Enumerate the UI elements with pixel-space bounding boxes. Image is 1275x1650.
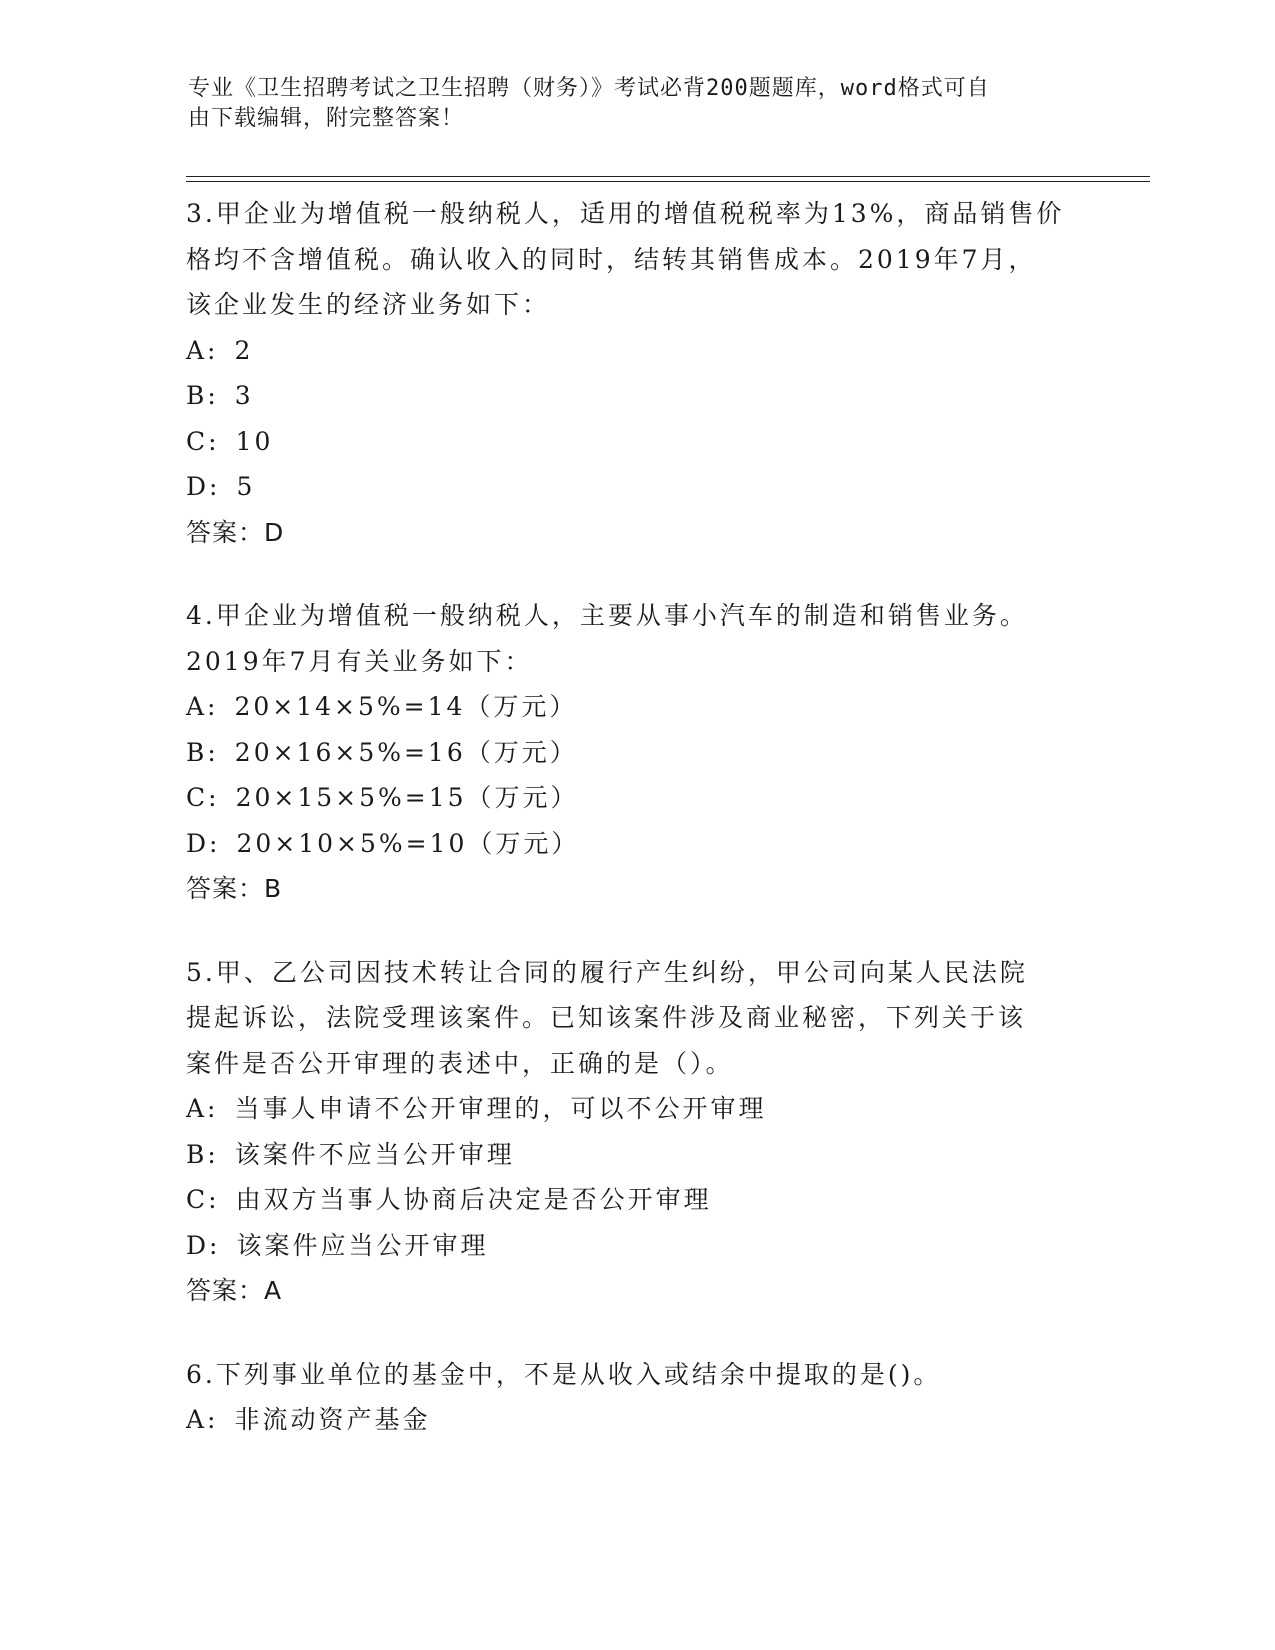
option-text: 20×10×5%=10（万元） bbox=[236, 828, 580, 858]
question-stem-line: 案件是否公开审理的表述中，正确的是（）。 bbox=[186, 1048, 734, 1078]
answer-label: 答案：B bbox=[186, 874, 283, 903]
option-key: D: bbox=[186, 472, 221, 501]
answer-label: 答案：A bbox=[186, 1276, 283, 1305]
option-text: 当事人申请不公开审理的，可以不公开审理 bbox=[234, 1094, 767, 1123]
option-c bbox=[186, 1177, 1086, 1223]
question-stem-line: 4.甲企业为增值税一般纳税人，主要从事小汽车的制造和销售业务。 bbox=[186, 601, 1028, 630]
question-stem-line: 3.甲企业为增值税一般纳税人，适用的增值税税率为13%，商品销售价 bbox=[186, 199, 1065, 228]
option-b bbox=[186, 730, 1086, 776]
option-d bbox=[186, 821, 1086, 867]
header-divider-top bbox=[186, 176, 1150, 177]
option-key: A: bbox=[186, 335, 219, 365]
option-key: B: bbox=[186, 381, 219, 410]
option-key: D: bbox=[186, 828, 221, 858]
option-text: 该案件不应当公开审理 bbox=[234, 1139, 515, 1169]
option-key: A: bbox=[186, 1094, 219, 1123]
document-header bbox=[188, 74, 1088, 134]
option-b bbox=[186, 373, 1086, 419]
option-c bbox=[186, 419, 1086, 465]
option-a bbox=[186, 684, 1086, 730]
option-key: A: bbox=[186, 692, 219, 721]
option-text: 5 bbox=[236, 472, 256, 501]
option-text: 10 bbox=[235, 426, 274, 456]
option-text: 20×16×5%=16（万元） bbox=[234, 737, 578, 767]
option-key: B: bbox=[186, 737, 219, 767]
question-stem-line: 提起诉讼，法院受理该案件。已知该案件涉及商业秘密，下列关于该 bbox=[186, 1003, 1027, 1032]
option-c bbox=[186, 775, 1086, 821]
option-key: C: bbox=[186, 426, 220, 456]
question-stem-line: 2019年7月有关业务如下： bbox=[186, 646, 533, 676]
question-stem-line: 格均不含增值税。确认收入的同时，结转其销售成本。2019年7月， bbox=[186, 244, 1037, 274]
option-text: 非流动资产基金 bbox=[234, 1405, 431, 1434]
question-3 bbox=[186, 191, 1086, 555]
option-text: 由双方当事人协商后决定是否公开审理 bbox=[235, 1185, 712, 1214]
answer-label: 答案：D bbox=[186, 517, 285, 547]
option-d bbox=[186, 464, 1086, 510]
option-key: A: bbox=[186, 1405, 219, 1434]
option-text: 2 bbox=[234, 335, 254, 365]
option-d bbox=[186, 1223, 1086, 1269]
option-text: 该案件应当公开审理 bbox=[236, 1230, 489, 1260]
question-5 bbox=[186, 950, 1086, 1314]
option-text: 20×14×5%=14（万元） bbox=[234, 692, 578, 721]
option-text: 20×15×5%=15（万元） bbox=[235, 783, 579, 812]
option-text: 3 bbox=[234, 381, 254, 410]
header-divider-bottom bbox=[186, 181, 1150, 182]
option-a bbox=[186, 328, 1086, 374]
question-list bbox=[186, 191, 1086, 1481]
option-key: B: bbox=[186, 1139, 219, 1169]
option-a bbox=[186, 1397, 1086, 1443]
question-6 bbox=[186, 1352, 1086, 1443]
question-stem-line: 该企业发生的经济业务如下： bbox=[186, 290, 551, 319]
option-key: D: bbox=[186, 1230, 221, 1260]
option-a bbox=[186, 1086, 1086, 1132]
question-stem-line: 5.甲、乙公司因技术转让合同的履行产生纠纷，甲公司向某人民法院 bbox=[186, 957, 1028, 987]
header-line-2: 由下载编辑，附完整答案！ bbox=[188, 106, 465, 131]
option-key: C: bbox=[186, 783, 220, 812]
question-4 bbox=[186, 593, 1086, 912]
option-key: C: bbox=[186, 1185, 220, 1214]
option-b bbox=[186, 1132, 1086, 1178]
question-stem-line: 6.下列事业单位的基金中，不是从收入或结余中提取的是()。 bbox=[186, 1359, 942, 1389]
header-line-1: 专业《卫生招聘考试之卫生招聘（财务）》考试必背200题题库，word格式可自 bbox=[188, 76, 990, 101]
